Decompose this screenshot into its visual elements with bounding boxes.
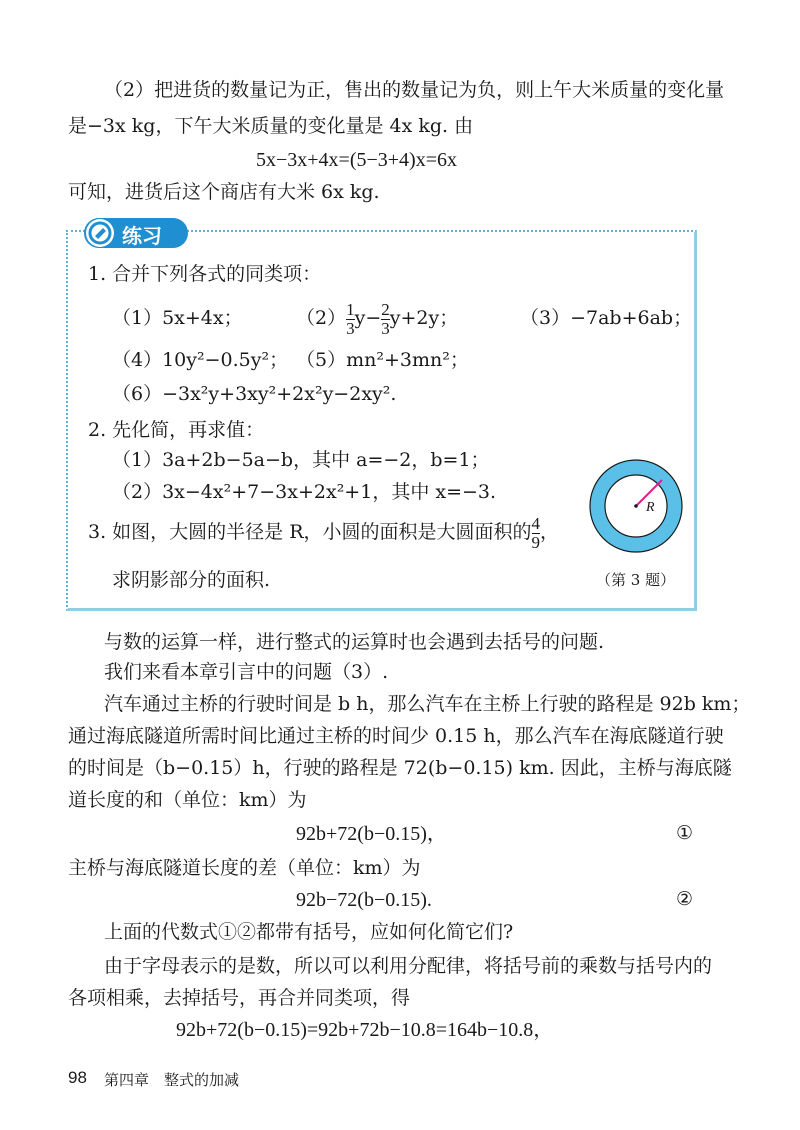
equation: 5x−3x+4x=(5−3+4)x=6x [256,149,457,171]
paragraph-line: 上面的代数式①②都带有括号，应如何化简它们? [104,921,514,943]
fraction-denominator: 3 [346,318,355,338]
fraction [381,301,390,338]
exercise-item: （4）10y²−0.5y²； [112,349,289,371]
fraction-numerator: 2 [381,299,390,319]
question-text: 3. 如图，大圆的半径是 R，小圆的面积是大圆面积的 [88,521,532,543]
exercise-item: （1）5x+4x； [112,307,243,329]
equation-1: 92b+72(b−0.15)， [296,823,447,845]
paragraph-line: 由于字母表示的是数，所以可以利用分配律，将括号前的乘数与括号内的 [104,955,713,977]
question-text: ， [540,521,560,543]
exercise-question: 2. 先化简，再求值： [88,419,265,441]
figure-caption: （第 3 题） [596,571,676,589]
page-number: 98 [68,1068,87,1087]
fraction [532,515,541,552]
paragraph-line: 的时间是（b−0.15）h，行驶的路程是 72(b−0.15) km. 因此，主桥与海底隧 [68,757,732,779]
equation-number: ① [676,822,694,844]
paragraph-line: （2）把进货的数量记为正，售出的数量记为负，则上午大米质量的变化量 [104,79,725,101]
center-point [634,504,638,508]
practice-header [84,218,188,248]
exercise-item: （5）mn²+3mn²； [296,349,469,371]
paragraph-line: 汽车通过主桥的行驶时间是 b h，那么汽车在主桥上行驶的路程是 92b km； [104,693,751,715]
equation-number: ② [676,888,694,910]
exercise-item: （3）−7ab+6ab； [520,307,693,329]
practice-title: 练习 [122,224,162,248]
fraction-numerator: 1 [346,299,355,319]
exercise-item: （2）3x−4x²+7−3x+2x²+1，其中 x=−3. [112,481,497,503]
fraction [346,301,355,338]
radius-label: R [646,500,655,515]
paragraph-line: 与数的运算一样，进行整式的运算时也会遇到去括号的问题. [104,631,605,653]
paragraph-line: 道长度的和（单位：km）为 [68,789,307,811]
paragraph-line: 各项相乘，去掉括号，再合并同类项，得 [68,987,411,1009]
exercise-item [296,294,458,342]
fraction-numerator: 4 [531,513,541,533]
exercise-item: 求阴影部分的面积. [112,569,271,591]
exercise-question: 1. 合并下列各式的同类项： [88,263,322,285]
item-text: y− [354,307,382,329]
concentric-circles-figure [586,456,686,556]
paragraph-line: 可知，进货后这个商店有大米 6x kg. [68,181,380,203]
paragraph-line: 我们来看本章引言中的问题（3）. [104,661,389,683]
exercise-item: （6）−3x²y+3xy²+2x²y−2xy². [112,383,397,405]
equation-3: 92b+72(b−0.15)=92b+72b−10.8=164b−10.8， [176,1019,554,1041]
item-label: （2） [296,307,347,329]
pencil-icon [86,219,114,247]
chapter-title: 第四章 整式的加减 [104,1071,240,1089]
equation-2: 92b−72(b−0.15). [296,889,432,911]
item-text: y+2y； [389,307,459,329]
exercise-item: （1）3a+2b−5a−b，其中 a=−2，b=1； [112,449,490,471]
paragraph-line: 通过海底隧道所需时间比通过主桥的时间少 0.15 h，那么汽车在海底隧道行驶 [68,725,724,747]
fraction-denominator: 3 [381,318,390,338]
paragraph-line: 是−3x kg，下午大米质量的变化量是 4x kg. 由 [68,115,474,137]
paragraph-line: 主桥与海底隧道长度的差（单位：km）为 [68,857,421,879]
exercise-question [88,508,559,556]
fraction-denominator: 9 [531,532,541,552]
